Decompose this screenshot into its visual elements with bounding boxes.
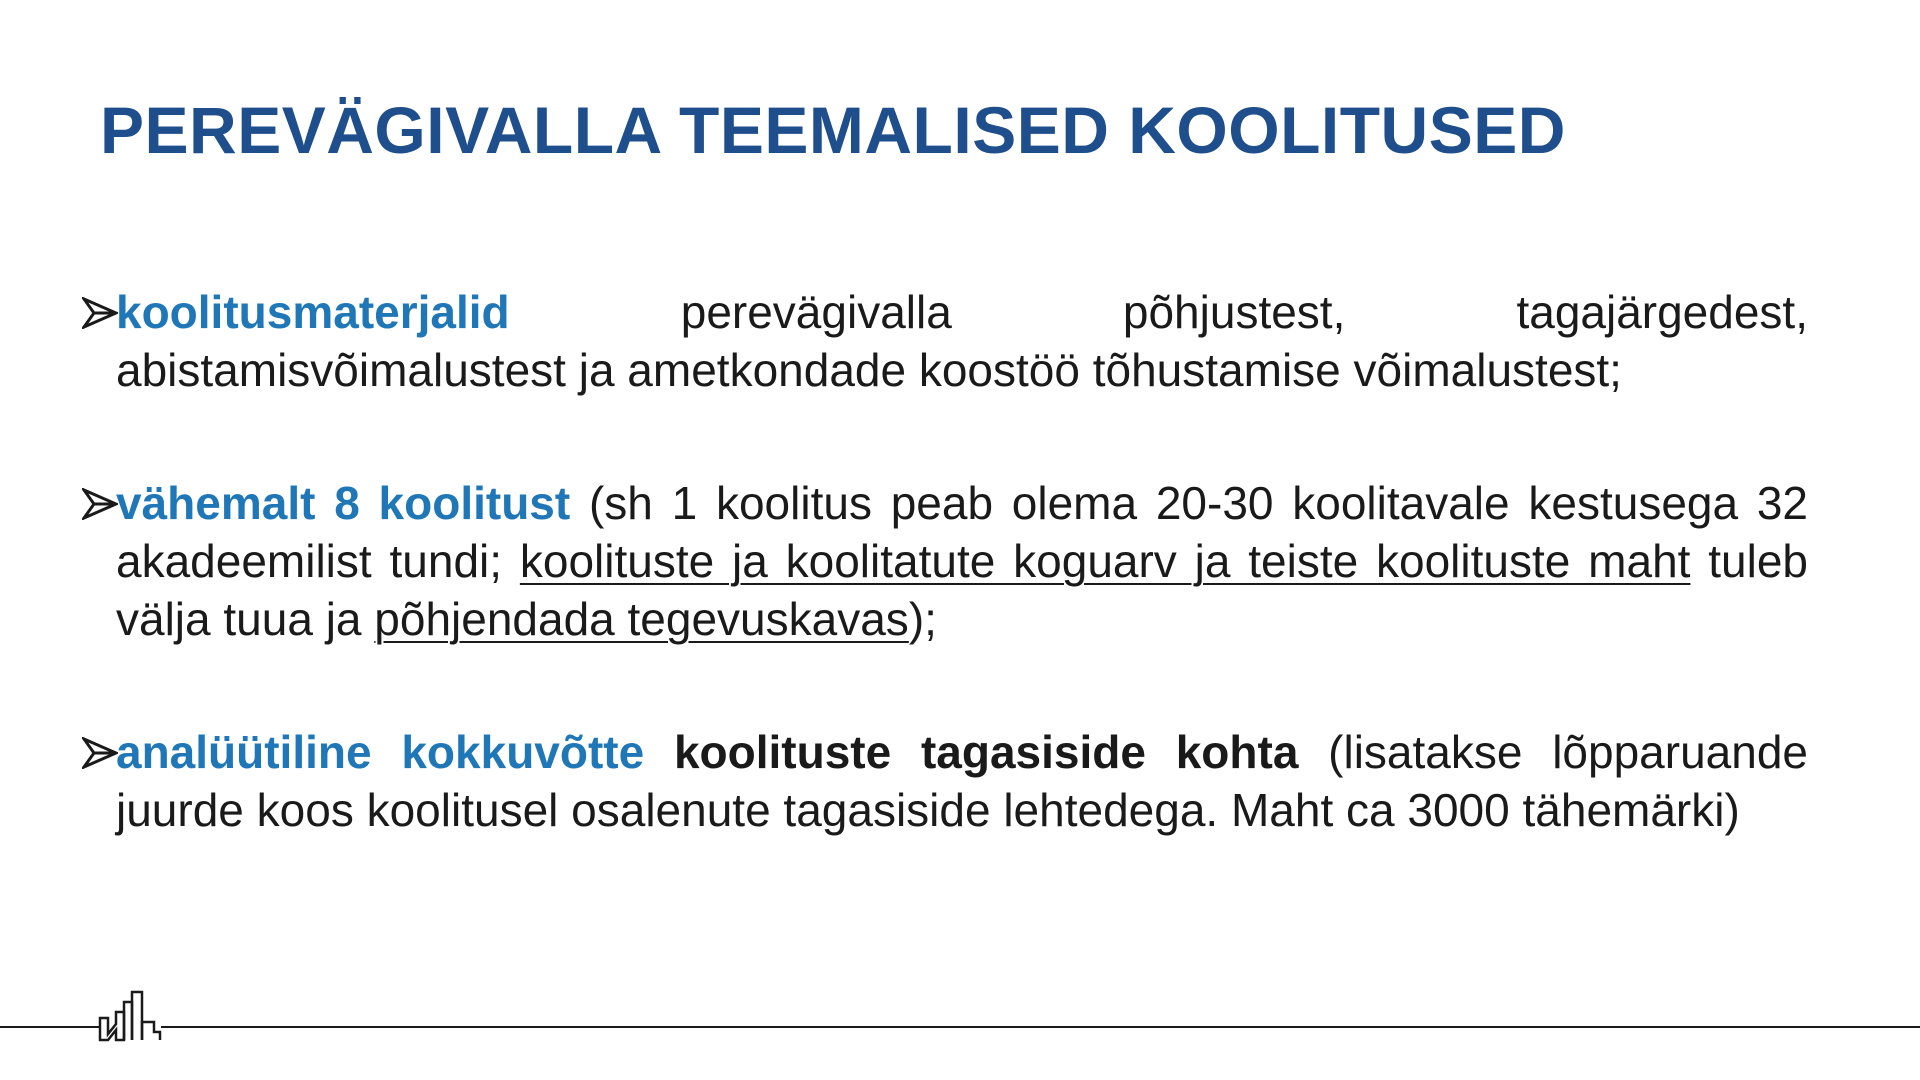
bullet-text: (sh 1 koolitus peab olema 20-30 koolitavale kestusega 32 akadeemilist tundi; (116, 477, 1808, 587)
bullet-text: tuleb välja tuua ja (116, 535, 1809, 645)
bullet-highlight: analüütiline kokkuvõtte (116, 726, 645, 778)
bullet-highlight: vähemalt 8 koolitust (116, 477, 571, 529)
bullet-list (82, 283, 1808, 839)
city-skyline-logo-icon (96, 988, 166, 1044)
arrowhead-bullet-icon (82, 297, 118, 329)
bullet-item-summary (82, 723, 1808, 839)
bullet-text: ); (908, 593, 937, 645)
bullet-highlight: koolitusmaterjalid (116, 286, 510, 338)
bullet-bold-text: koolituste tagasiside kohta (644, 726, 1299, 778)
arrowhead-bullet-icon (82, 488, 118, 520)
underlined-text: koolituste ja koolitatute koguarv ja teiste koolituste maht (519, 535, 1691, 587)
footer-rule (0, 1026, 1920, 1028)
slide-title: PEREVÄGIVALLA TEEMALISED KOOLITUSED (100, 93, 1566, 167)
bullet-text: perevägivalla põhjustest, tagajärgedest, (509, 286, 1808, 338)
arrowhead-bullet-icon (82, 737, 118, 769)
bullet-text-line2: abistamisvõimalustest ja ametkondade koostöö tõhustamise võimalustest; (116, 344, 1622, 396)
underlined-text: põhjendada tegevuskavas (374, 593, 909, 645)
bullet-item-materials (82, 283, 1808, 399)
bullet-item-trainings (82, 474, 1808, 648)
bullet-text: (lisatakse lõpparuande juurde koos koolitusel osalenute tagasiside lehtedega. Maht ca 3000 tähemärki) (116, 726, 1808, 836)
